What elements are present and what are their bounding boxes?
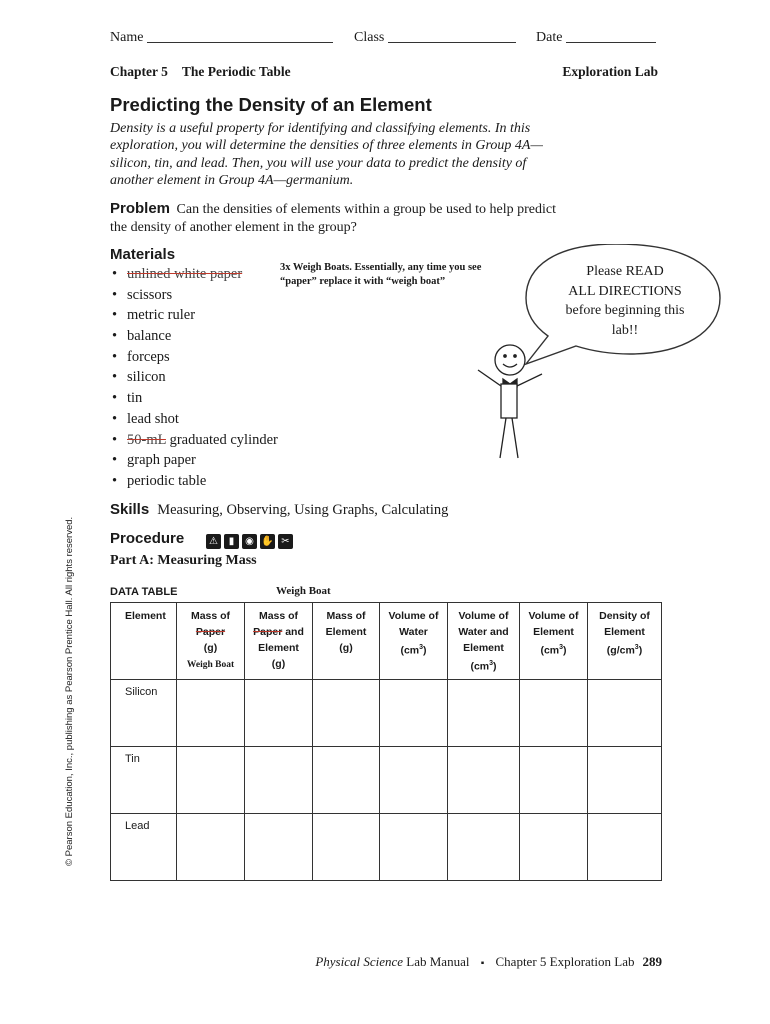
problem-label: Problem: [110, 200, 171, 217]
list-item: [110, 264, 278, 285]
list-item: [110, 388, 278, 409]
tools-icon: ✂: [278, 534, 293, 549]
goggles-icon: ◉: [242, 534, 257, 549]
table-cell[interactable]: [380, 747, 448, 814]
list-item: [110, 450, 278, 471]
material-text: balance: [127, 328, 172, 345]
col-header-volume-water: Volume of Water $(cm^3)$: [380, 603, 448, 680]
chapter-heading: [110, 64, 291, 80]
bubble-line-4: lab!!: [611, 322, 639, 338]
skills-label: Skills: [110, 501, 150, 518]
chapter-title: The Periodic Table: [181, 64, 291, 79]
material-text: graduated cylinder: [169, 431, 278, 448]
problem-text: Can the densities of elements within a group be used to help predict the density of another element in the group?: [110, 202, 556, 235]
table-cell[interactable]: [520, 680, 588, 747]
material-struck: 50-mL: [127, 431, 166, 448]
name-label: Name: [110, 30, 144, 45]
footer-book-rest: Lab Manual: [403, 954, 470, 969]
row-label-tin: Tin: [111, 747, 177, 814]
date-label: Date: [536, 30, 563, 45]
class-field[interactable]: [354, 30, 516, 46]
material-text: metric ruler: [127, 307, 196, 324]
class-label: Class: [354, 30, 385, 45]
table-cell[interactable]: [588, 814, 662, 881]
material-struck: unlined white paper: [127, 266, 243, 282]
table-cell[interactable]: [588, 747, 662, 814]
material-text: forceps: [127, 348, 170, 365]
footer-chapter-ref: Chapter 5 Exploration Lab: [495, 954, 635, 969]
safety-icons: [206, 531, 296, 549]
speech-bubble-text: [550, 262, 700, 340]
table-row: [111, 680, 662, 747]
copyright-notice: © Pearson Education, Inc., publishing as Pearson Prentice Hall. All rights reserved.: [64, 516, 75, 866]
table-cell[interactable]: [588, 680, 662, 747]
data-table-label: DATA TABLE: [110, 586, 178, 598]
list-item: [110, 409, 278, 430]
procedure-label: Procedure: [110, 530, 185, 547]
bullet: •: [112, 328, 118, 345]
table-cell[interactable]: [245, 680, 313, 747]
bubble-line-1: Please READ: [586, 264, 664, 279]
problem-section: [110, 200, 560, 237]
list-item: [110, 471, 278, 492]
material-text: scissors: [127, 286, 173, 303]
table-row: [111, 747, 662, 814]
chapter-number: Chapter 5: [110, 64, 168, 79]
list-item: [110, 367, 278, 388]
gloves-icon: ✋: [261, 536, 274, 547]
bullet: •: [112, 452, 118, 469]
table-cell[interactable]: [448, 814, 520, 881]
material-text: periodic table: [127, 472, 207, 489]
bullet: •: [112, 410, 118, 427]
bubble-line-3: before beginning this: [565, 303, 685, 318]
date-field[interactable]: [536, 30, 656, 46]
page-footer: [315, 954, 662, 970]
list-item: [110, 326, 278, 347]
footer-separator: ▪: [480, 958, 485, 969]
part-a-heading: Part A: Measuring Mass: [110, 553, 257, 568]
table-cell[interactable]: [448, 747, 520, 814]
table-cell[interactable]: [520, 814, 588, 881]
table-cell[interactable]: [448, 680, 520, 747]
material-text: silicon: [127, 369, 166, 386]
weigh-boat-note: 3x Weigh Boats. Essentially, any time you see “paper” replace it with “weigh boat”: [280, 262, 482, 287]
list-item: [110, 285, 278, 306]
bullet: •: [112, 369, 118, 386]
table-cell[interactable]: [177, 680, 245, 747]
footer-book-title: Physical Science: [315, 954, 404, 969]
col-header-element: Element: [111, 603, 177, 680]
list-item: [110, 430, 278, 451]
col-header-volume-element: Volume of Element $(cm^3)$: [520, 603, 588, 680]
table-cell[interactable]: [313, 814, 380, 881]
bullet: •: [112, 286, 118, 303]
list-item: [110, 305, 278, 326]
apron-icon: ▮: [224, 534, 239, 549]
col-header-mass-weigh-boat: Mass of Paper (g) Weigh Boat: [177, 603, 245, 680]
table-cell[interactable]: [380, 814, 448, 881]
row-label-lead: Lead: [111, 814, 177, 881]
table-cell[interactable]: [380, 680, 448, 747]
table-cell[interactable]: [245, 814, 313, 881]
col-header-mass-boat-element: Mass of Paper and Element (g): [245, 603, 313, 680]
weigh-boat-correction: Weigh Boat: [186, 660, 235, 670]
col-header-volume-water-element: Volume of Water and Element $(cm^3)$: [448, 603, 520, 680]
table-cell[interactable]: [245, 747, 313, 814]
bullet: •: [112, 472, 118, 489]
bullet: •: [112, 266, 118, 282]
table-cell[interactable]: [313, 680, 380, 747]
name-field[interactable]: [110, 30, 333, 46]
bullet: •: [112, 431, 118, 448]
hazard-icon: ⚠: [206, 534, 221, 549]
table-header-row: [111, 603, 662, 680]
table-cell[interactable]: [313, 747, 380, 814]
lab-type: Exploration Lab: [562, 64, 658, 79]
bullet: •: [112, 390, 118, 407]
table-cell[interactable]: [177, 814, 245, 881]
materials-heading: Materials: [110, 246, 176, 263]
intro-paragraph: Density is a useful property for identifying and classifying elements. In this exploration, you will determine the densities of three elements in Group 4A—silicon, tin, and lead. Then, you will use your data to predict the density of another element in Group 4A—germanium.: [110, 121, 543, 188]
bullet: •: [112, 307, 118, 324]
lab-title: Predicting the Density of an Element: [110, 94, 432, 115]
weigh-boat-handwritten: Weigh Boat: [276, 585, 331, 597]
materials-list: [110, 264, 278, 492]
col-header-mass-element: Mass of Element (g): [313, 603, 380, 680]
col-header-density: Density of Element $(g/cm^3)$: [588, 603, 662, 680]
procedure-heading: [110, 530, 192, 548]
table-cell[interactable]: [177, 747, 245, 814]
table-row: [111, 814, 662, 881]
skills-text: Measuring, Observing, Using Graphs, Calculating: [157, 502, 449, 518]
material-text: lead shot: [127, 410, 179, 427]
material-text: graph paper: [127, 452, 196, 469]
table-cell[interactable]: [520, 747, 588, 814]
data-table: [110, 602, 662, 881]
bullet: •: [112, 348, 118, 365]
skills-section: [110, 501, 448, 519]
material-text: tin: [127, 390, 143, 407]
bubble-line-2: ALL DIRECTIONS: [568, 283, 682, 299]
row-label-silicon: Silicon: [111, 680, 177, 747]
list-item: [110, 347, 278, 368]
page-number: 289: [642, 954, 662, 969]
